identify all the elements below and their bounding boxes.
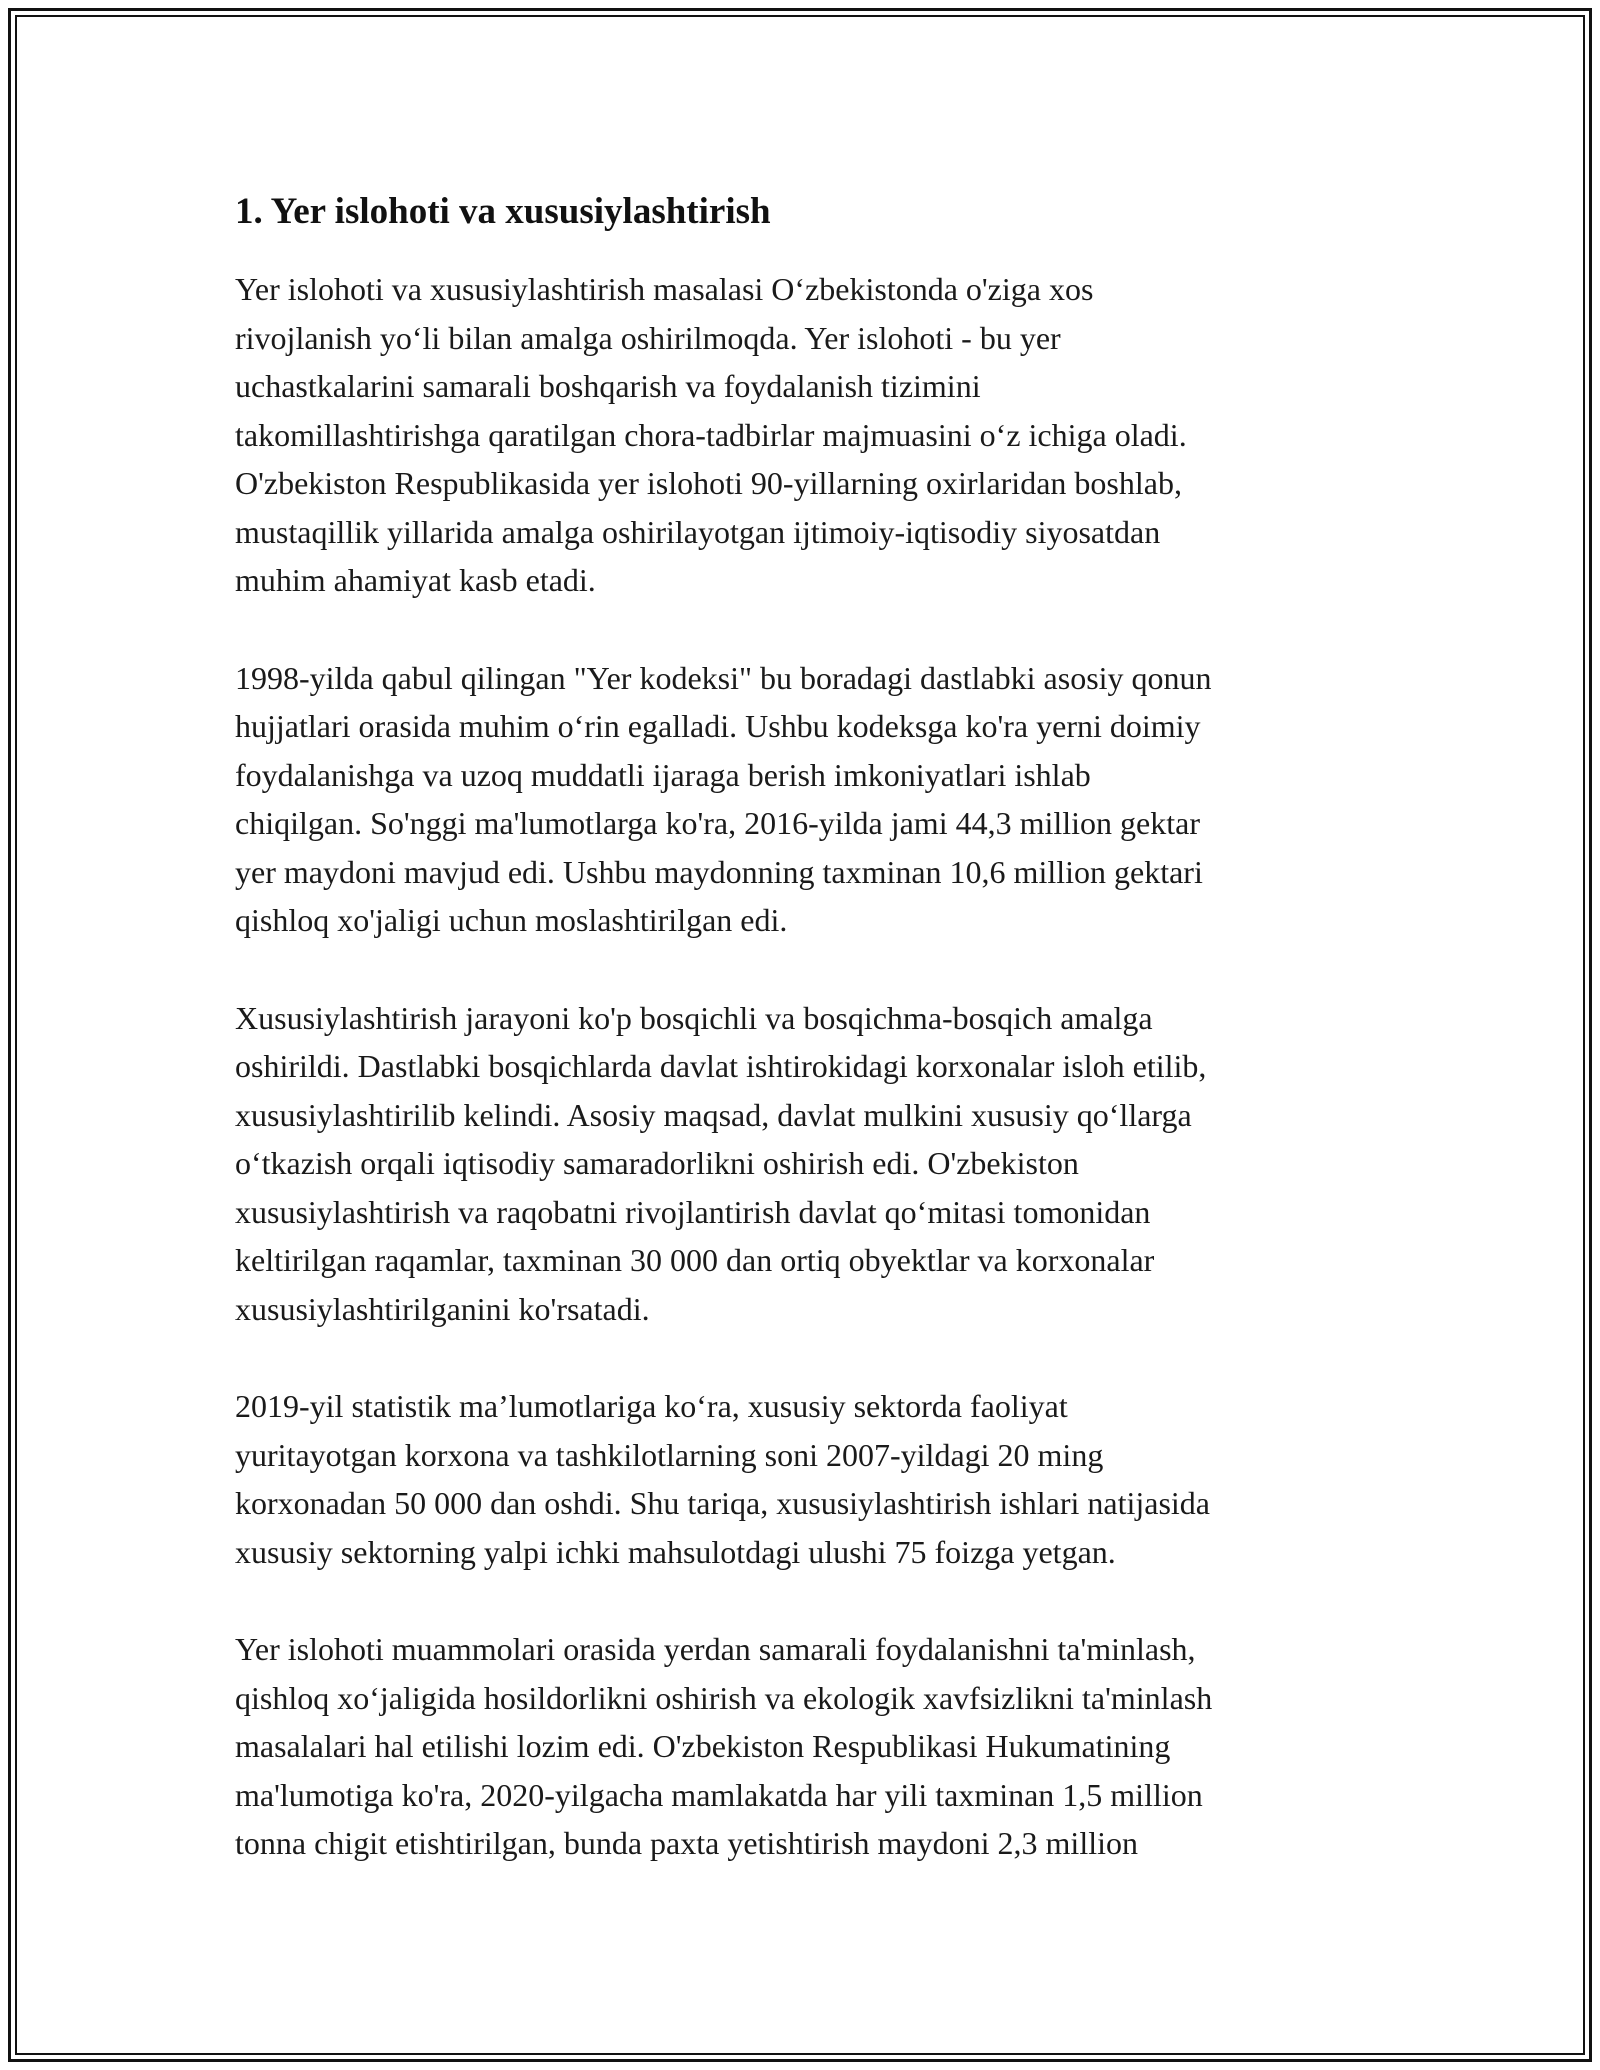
paragraph-privatization-process: Xususiylashtirish jarayoni ko'p bosqichli va bosqichma-bosqich amalga oshirildi. Dastlabki bosqichlarda davlat ishtirokidagi korxonalar isloh etilib, xususiylashtirilib kelindi. Asosiy maqsad, davlat mulkini xususiy qo‘llarga o‘tkazish orqali iqtisodiy samaradorlikni oshirish edi. O'zbekiston xususiylashtirish va raqobatni rivojlantirish davlat qo‘mitasi tomonidan keltirilgan raqamlar, taxminan 30 000 dan ortiq obyektlar va korxonalar xususiylashtirilganini ko'rsatadi. <box>235 999 1207 1327</box>
paragraph-land-reform-intro: Yer islohoti va xususiylashtirish masalasi O‘zbekistonda o'ziga xos rivojlanish yo‘li bilan amalga oshirilmoqda. Yer islohoti - bu yer uchastkalarini samarali boshqarish va foydalanish tizimini takomillashtirishga qaratilgan chora-tadbirlar majmuasini o‘z ichiga oladi. O'zbekiston Respublikasida yer islohoti 90-yillarning oxirlaridan boshlab, mustaqillik yillarida amalga oshirilayotgan ijtimoiy-iqtisodiy siyosatdan muhim ahamiyat kasb etadi. <box>235 271 1187 598</box>
paragraph-land-code: 1998-yilda qabul qilingan "Yer kodeksi" bu boradagi dastlabki asosiy qonun hujjatlari orasida muhim o‘rin egalladi. Ushbu kodeksga ko'ra yerni doimiy foydalanishga va uzoq muddatli ijaraga berish imkoniyatlari ishlab chiqilgan. So'nggi ma'lumotlarga ko'ra, 2016-yilda jami 44,3 million gektar yer maydoni mavjud edi. Ushbu maydonning taxminan 10,6 million gektari qishloq xo'jaligi uchun moslashtirilgan edi. <box>235 659 1212 938</box>
document-body <box>235 185 1365 1868</box>
paragraph-private-sector-statistics: 2019-yil statistik ma’lumotlariga ko‘ra, xususiy sektorda faoliyat yuritayotgan korxona va tashkilotlarning soni 2007-yildagi 20 ming korxonadan 50 000 dan oshdi. Shu tariqa, xususiylashtirish ishlari natijasida xususiy sektorning yalpi ichki mahsulotdagi ulushi 75 foizga yetgan. <box>235 1388 1210 1570</box>
section-heading: 1. Yer islohoti va xususiylashtirish <box>235 191 771 232</box>
paragraph-land-reform-problems: Yer islohoti muammolari orasida yerdan samarali foydalanishni ta'minlash, qishloq xo‘jaligida hosildorlikni oshirish va ekologik xavfsizlikni ta'minlash masalalari hal etilishi lozim edi. O'zbekiston Respublikasi Hukumatining ma'lumotiga ko'ra, 2020-yilgacha mamlakatda har yili taxminan 1,5 million tonna chigit etishtirilgan, bunda paxta yetishtirish maydoni 2,3 million <box>235 1631 1213 1861</box>
